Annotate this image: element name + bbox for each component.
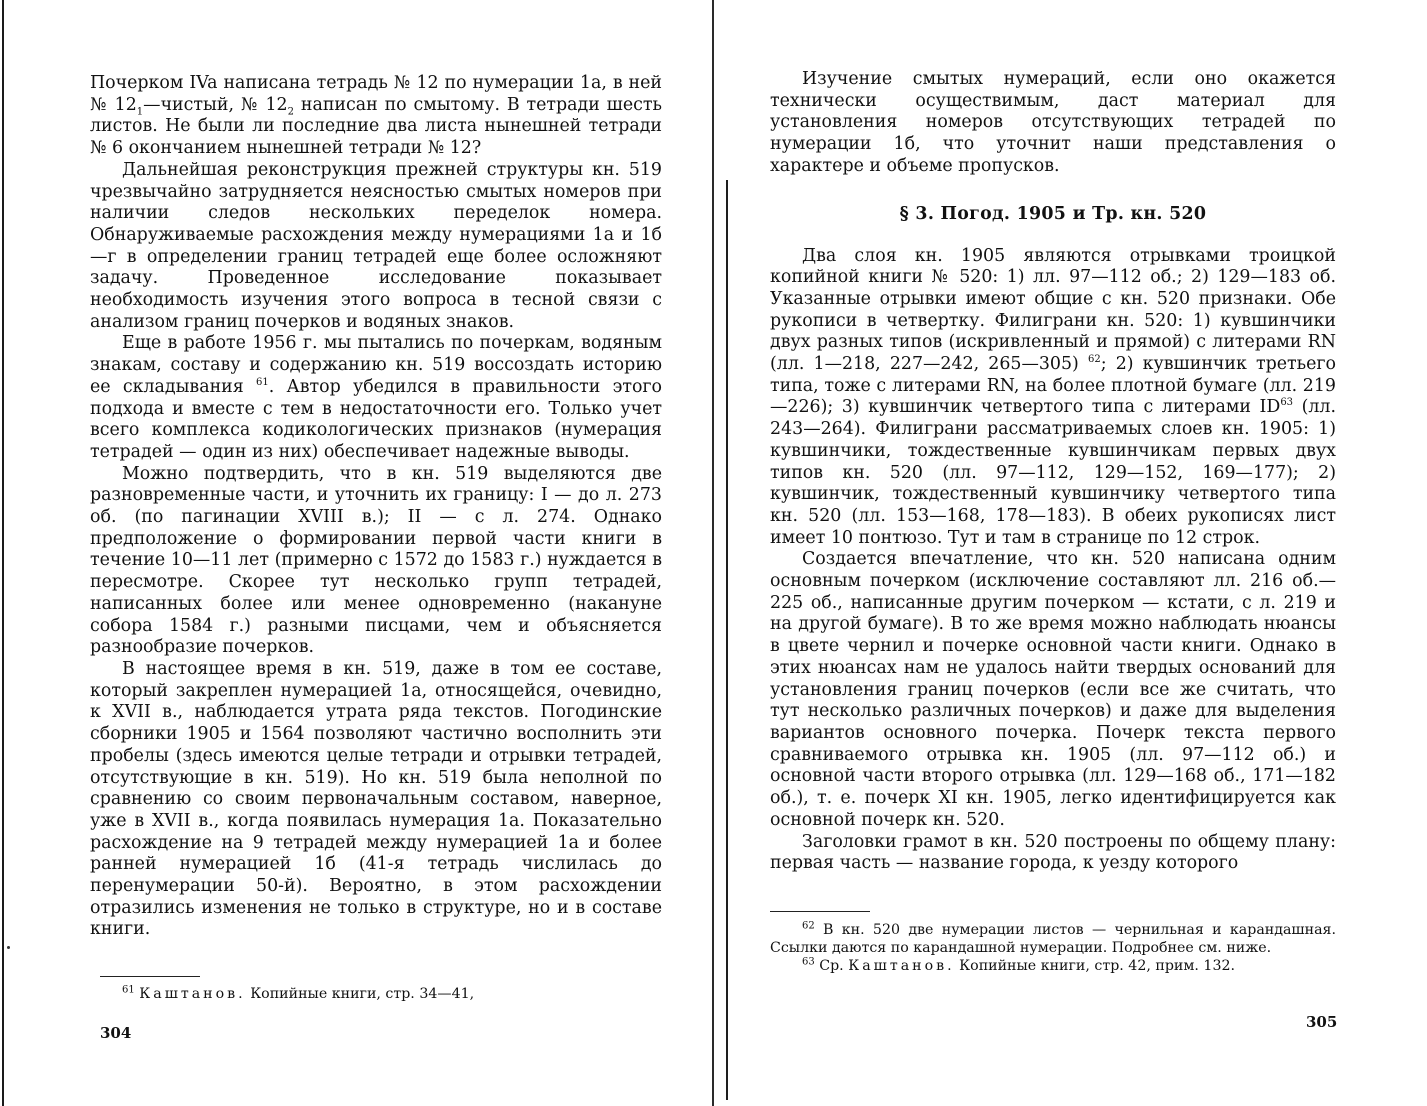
left-body-text bbox=[90, 73, 662, 941]
text-run: Почерком IVa написана тетрадь № 12 по нумерации 1а, в ней № 12 bbox=[90, 73, 662, 115]
text-run: Два слоя кн. 1905 являются отрывками троицкой копийной книги № 520: 1) лл. 97—112 об.; 2) 129—183 об. Указанные отрывки имеют общие с кн. 520 признаки. Обе рукописи в четвертку. Филиграни кн. 520: 1) кувшинчики двух разных типов (искривленный и прямой) с литерами RN (лл. 1—218, 227—242, 265—305) bbox=[770, 245, 1336, 375]
paragraph bbox=[770, 246, 1336, 550]
text-run: Еще в работе 1956 г. мы пытались по почеркам, водяным знакам, составу и содержанию кн. 519 воссоздать историю ее складывания bbox=[90, 333, 662, 397]
footnote-prefix: Ср. bbox=[819, 958, 849, 974]
paragraph bbox=[90, 73, 662, 160]
subscript: 2 bbox=[287, 106, 294, 118]
paragraph bbox=[770, 549, 1336, 831]
right-page bbox=[714, 0, 1427, 1106]
footnote-text: В кн. 520 две нумерации листов — чернильная и карандашная. Ссылки даются по карандашной нумерации. Подробнее см. ниже. bbox=[770, 922, 1336, 956]
text-run: написан по смытому. В тетради шесть листов. Не были ли последние два листа нынешней тетради № 6 окончанием нынешней тетради № 12? bbox=[90, 94, 662, 159]
right-footnotes bbox=[770, 921, 1336, 975]
paragraph bbox=[90, 160, 662, 334]
left-page bbox=[0, 0, 712, 1106]
footnote-text: Копийные книги, стр. 42, прим. 132. bbox=[954, 958, 1236, 974]
footnote-ref: 63 bbox=[1280, 397, 1294, 409]
text-run: В настоящее время в кн. 519, даже в том ее составе, который закреплен нумерацией 1а, относящейся, очевидно, к XVII в., наблюдается утрата ряда текстов. Погодинские сборники 1905 и 1564 позволяют частично восполнить эти пробелы (здесь имеются целые тетради и отрывки тетрадей, отсутствующие в кн. 519). Но кн. 519 была неполной по сравнению со своим первоначальным составом, наверное, уже в XVII в., когда появилась нумерация 1а. Показательно расхождение на 9 тетрадей между нумерацией 1а и более ранней нумерацией 1б (41-я тетрадь числилась до перенумерации 50-й). Вероятно, в этом расхождении отразились изменения не только в структуре, но и в составе книги. bbox=[90, 658, 662, 940]
footnote-text: Копийные книги, стр. 34—41, bbox=[245, 986, 475, 1002]
text-run: ; 2) кувшинчик третьего типа, тоже с литерами RN, на более плотной бумаге (лл. 219—226); 3) кувшинчик четвертого типа с литерами ID bbox=[770, 354, 1336, 418]
footnote bbox=[770, 957, 1336, 975]
section-heading: § 3. Погод. 1905 и Тр. кн. 520 bbox=[899, 203, 1207, 224]
footnote-ref: 61 bbox=[256, 377, 269, 389]
text-run: Заголовки грамот в кн. 520 построены по общему плану: первая часть — название города, к уезду которого bbox=[770, 831, 1336, 874]
text-run: Дальнейшая реконструкция прежней структуры кн. 519 чрезвычайно затрудняется неясностью смытых номеров при наличии следов нескольких переделок номера. Обнаруживаемые расхождения между нумерациями 1а и 1б—г в определении границ тетрадей еще более осложняют задачу. Проведенное исследование показывает необходимость изучения этого вопроса в тесной связи с анализом границ почерков и водяных знаков. bbox=[90, 159, 662, 332]
footnote-author: Каштанов. bbox=[139, 986, 246, 1002]
footnote bbox=[90, 985, 662, 1003]
text-run: (лл. 243—264). Филиграни рассматриваемых слоев кн. 1905: 1) кувшинчики, тождественные кувшинчикам первых двух типов кн. 520 (лл. 97—112, 129—152, 169—177); 2) кувшинчик, тождественный кувшинчику четвертого типа кн. 520 (лл. 153—168, 178—183). В обеих рукописях лист имеет 10 понтюзо. Тут и там в странице по 12 строк. bbox=[770, 397, 1337, 548]
paragraph bbox=[90, 464, 662, 659]
text-run: Изучение смытых нумераций, если оно окажется технически осуществимым, даст материал для установления номеров отсутствующих тетрадей по нумерации 1б, что уточнит наши представления о характере и объеме пропусков. bbox=[770, 69, 1336, 176]
footnote-number: 63 bbox=[802, 956, 815, 968]
footnote bbox=[770, 921, 1336, 957]
paragraph bbox=[770, 832, 1336, 875]
footnote-author: Каштанов. bbox=[848, 958, 955, 974]
footnote-rule bbox=[100, 976, 200, 977]
paragraph bbox=[770, 69, 1336, 178]
paragraph bbox=[90, 659, 662, 941]
right-body-text bbox=[770, 69, 1336, 875]
text-run: . Автор убедился в правильности этого подхода и вместе с тем в недостаточности его. Только учет всего комплекса кодикологических признаков (нумерация тетрадей — один из них) обеспечивает надежные выводы. bbox=[90, 376, 663, 462]
page-number: 305 bbox=[1306, 1013, 1338, 1031]
text-run: —чистый, № 12 bbox=[143, 94, 288, 115]
subscript: 1 bbox=[136, 106, 144, 118]
text-run: Можно подтвердить, что в кн. 519 выделяются две разновременные части, и уточнить их границу: I — до л. 273 об. (по пагинации XVIII в.); II — с л. 274. Однако предположение о формировании первой части книги в течение 10—11 лет (примерно с 1572 до 1583 г.) нуждается в пересмотре. Скорее тут несколько групп тетрадей, написанных более или менее одновременно (накануне собора 1584 г.) разными писцами, чем и объясняется разнообразие почерков. bbox=[90, 463, 662, 658]
page-number: 304 bbox=[100, 1024, 132, 1042]
footnote-rule bbox=[770, 911, 870, 912]
paragraph bbox=[90, 333, 662, 463]
footnote-number: 62 bbox=[802, 920, 815, 932]
footnote-ref: 62 bbox=[1087, 354, 1101, 366]
text-run: Создается впечатление, что кн. 520 написана одним основным почерком (исключение составляют лл. 216 об.—225 об., написанные другим почерком — кстати, с л. 219 и на другой бумаге). В то же время можно наблюдать нюансы в цвете чернил и почерке основной части книги. Однако в этих нюансах нам не удалось найти твердых оснований для установления границ почерков (если все же считать, что тут несколько различных почерков) и даже для выделения вариантов основного почерка. Почерк текста первого сравниваемого отрывка кн. 1905 (лл. 97—112 об.) и основной части второго отрывка (лл. 129—168 об., 171—182 об.), т. е. почерк XI кн. 1905, легко идентифицируется как основной почерк кн. 520. bbox=[770, 549, 1336, 830]
left-footnotes bbox=[90, 985, 662, 1003]
footnote-number: 61 bbox=[122, 984, 135, 996]
